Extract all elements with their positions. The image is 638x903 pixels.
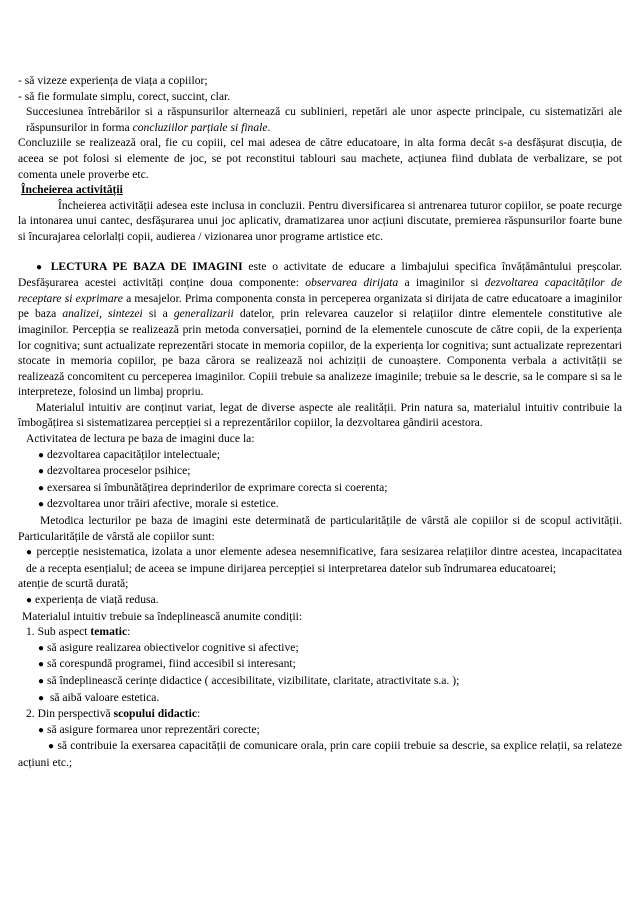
bullet-icon: ● — [38, 692, 45, 704]
list-item: ● experiența de viață redusa. — [26, 593, 159, 606]
bullet-icon: ● — [38, 449, 45, 461]
paragraph: Activitatea de lectura pe baza de imagini duce la: — [26, 432, 255, 446]
list-item: ● să asigure formarea unor reprezentări corecte; — [38, 722, 260, 736]
paragraph: Concluziile se realizează oral, fie cu copiii, cel mai adesea de către educatoare, in alta forma decât s-a desfășurat discuția, de aceea se pot folosi si elemente de joc, se pot reconstitui tablouri sau machete, acțiunea fiind dublata de verbalizare, se pot comenta unele proverbe etc. — [18, 136, 622, 181]
list-item: ● să aibă valoare estetica. — [38, 690, 160, 704]
paragraph: Materialul intuitiv are conținut variat, legat de diverse aspecte ale realității. Prin natura sa, materialul intuitiv contribuie la îmbogățirea si sistematizarea percepției si a reprezentărilor copiilor, la dezvoltarea gândirii acestora. — [18, 400, 622, 430]
bullet-icon: ● — [38, 482, 45, 494]
bullet-icon: ● — [26, 595, 33, 606]
numbered-item: 1. Sub aspect tematic: — [26, 625, 131, 639]
paragraph: Încheierea activității adesea este inclusa in concluzii. Pentru diversificarea si antrenarea tuturor copiilor, se poate recurge la intonarea unui cantec, desfășurarea unui joc aplicativ, dramatizarea unor acțiuni discutate, premierea răspunsurilor foarte bune si încurajarea celorlalți copii, audierea / vizionarea unor programe artistice etc. — [18, 198, 622, 243]
list-item: ● să contribuie la exersarea capacității de comunicare orala, prin care copiii trebuie sa descrie, sa explice relații, sa relateze acțiuni etc.; — [18, 739, 622, 769]
numbered-item: 2. Din perspectivă scopului didactic: — [26, 707, 201, 721]
bullet-icon: ● — [36, 261, 45, 273]
list-line: - să fie formulate simplu, corect, succint, clar. — [18, 89, 231, 103]
list-item: ● să asigure realizarea obiectivelor cognitive si afective; — [38, 640, 299, 654]
list-item: ● să corespundă programei, fiind accesibil si interesant; — [38, 657, 296, 671]
list-item: ● dezvoltarea capacităților intelectuale; — [38, 447, 221, 461]
bullet-icon: ● — [38, 675, 45, 687]
bullet-icon: ● — [38, 499, 45, 511]
bullet-icon: ● — [38, 466, 45, 478]
paragraph: Metodica lecturilor pe baza de imagini este determinată de particularitățile de vârstă ale copiilor si de scopul activității. Particularitățile de vârstă ale copiilor sunt: — [18, 514, 622, 543]
bullet-icon: ● — [38, 659, 45, 671]
paragraph: ● LECTURA PE BAZA DE IMAGINI este o activitate de educare a limbajului specifica învățământului preșcolar. Desfășurarea acestei activități conține doua componente: observarea dirijata a imaginilor si dezvoltarea capacităților de receptare si exprimare a mesajelor. Prima componenta consta in perceperea organizata si dirijata de catre educatoare a imaginilor pe baza analizei, sintezei si a generalizarii datelor, prin relevarea cauzelor si relațiilor dintre elementele constitutive ale imaginilor. Percepția se realizează prin metoda conversației, pornind de la elementele cunoscute de către copii, de la experiența lor cognitiva; sunt actualizate reprezentări stocate in memoria copiilor, de la experiența lor cognitiva; sunt actualizate reprezentari stocate in memoria copiilor, pe baza cărora se realizează noi achiziții de cunoaștere. Componenta verbala a activității se realizează concomitent cu perceperea imaginilor. Copiii trebuie sa analizeze imaginile; trebuie sa le descrie, sa le compare si sa le interpreteze, folosind un limbaj propriu. — [18, 259, 623, 399]
list-item: ● dezvoltarea proceselor psihice; — [38, 464, 191, 478]
list-line: - să vizeze experiența de viața a copiilor; — [18, 74, 208, 87]
list-item: ● percepție nesistematica, izolata a unor elemente adesea nesemnificative, fara sesizarea relațiilor dintre acestea, incapacitatea de a recepta esențialul; de aceea se impune dirijarea percepției si interpretarea datelor sub îndrumarea educatoarei; — [26, 545, 622, 575]
paragraph: Materialul intuitiv trebuie sa îndeplinească anumite condiții: — [22, 609, 303, 623]
list-item: ● dezvoltarea unor trăiri afective, morale si estetice. — [38, 497, 279, 511]
bullet-icon: ● — [38, 642, 45, 654]
document-page — [18, 73, 622, 771]
section-heading: Încheierea activității — [21, 183, 123, 197]
paragraph: Succesiunea întrebărilor si a răspunsurilor alternează cu sublinieri, repetări ale unor aspecte principale, cu sistematizări ale răspunsurilor in forma concluziilor parțiale si finale. — [26, 105, 622, 134]
list-item: ● exersarea si îmbunătățirea deprinderilor de exprimare corecta si coerenta; — [38, 480, 388, 494]
bullet-icon: ● — [38, 724, 45, 736]
list-item: ● să îndeplinească cerințe didactice ( accesibilitate, vizibilitate, claritate, atractivitate s.a. ); — [38, 673, 460, 687]
bullet-icon: ● — [48, 741, 55, 753]
bullet-icon: ● — [26, 547, 33, 559]
list-item: atenție de scurtă durată; — [18, 577, 129, 591]
